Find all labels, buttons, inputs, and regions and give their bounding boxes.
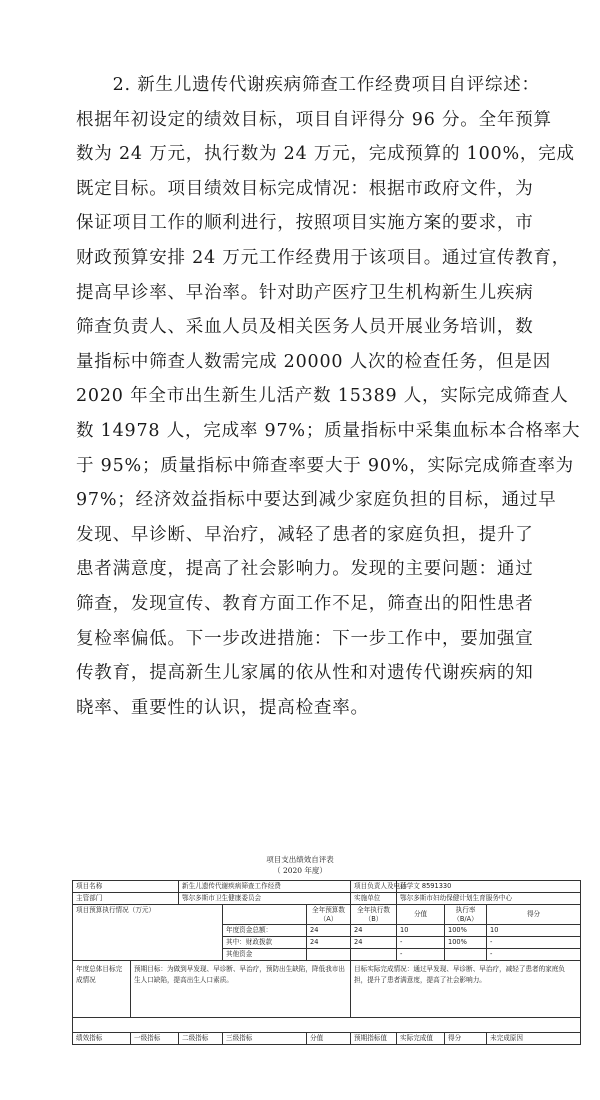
text-line: 患者满意度，提高了社会影响力。发现的主要问题：通过 — [76, 559, 534, 580]
self-evaluation-summary — [76, 68, 581, 725]
budget-row-label: 年度资金总额： — [223, 925, 307, 937]
text-line: 根据年初设定的绩效目标，项目自评得分 96 分。全年预算 — [76, 109, 552, 130]
text-line: 97%；经济效益指标中要达到减少家庭负担的目标，通过早 — [76, 490, 557, 511]
performance-evaluation-table — [72, 880, 581, 1045]
text-line: 筛查，发现宣传、教育方面工作不足，筛查出的阳性患者 — [76, 593, 534, 614]
budget-score: 10 — [487, 925, 581, 937]
text-line: 筛查负责人、采血人员及相关医务人员开展业务培训，数 — [76, 317, 534, 338]
annual-exec-header: 全年执行数（B） — [351, 905, 397, 925]
indicator-header: 未完成原因 — [487, 1033, 581, 1045]
form-title: 项目支出绩效自评表 — [266, 855, 334, 864]
actual-goal: 目标实际完成情况：通过早发现、早诊断、早治疗，减轻了患者的家庭负担，提升了患者满意度，提高了社会影响力。 — [351, 961, 581, 1018]
budget-rate: 100% — [445, 925, 487, 937]
text-line: 传教育，提高新生儿家属的依从性和对遗传代谢疾病的知 — [76, 663, 534, 684]
text-line: 于 95%；质量指标中筛查率要大于 90%，实际完成筛查率为 — [76, 455, 574, 476]
implementer-value: 鄂尔多斯市妇幼保健计划生育服务中心 — [397, 893, 581, 905]
text-line: 既定目标。项目绩效目标完成情况：根据市政府文件，为 — [76, 178, 534, 199]
text-line: 2020 年全市出生新生儿活产数 15389 人，实际完成筛查人 — [76, 386, 569, 407]
budget-weight: 10 — [397, 925, 445, 937]
implementer-label: 实施单位 — [351, 893, 397, 905]
budget-row-label: 其他资金 — [223, 949, 307, 961]
text-line: 量指标中筛查人数需完成 20000 人次的检查任务，但是因 — [76, 351, 551, 372]
project-name-label: 项目名称 — [73, 881, 179, 893]
budget-a: 24 — [307, 937, 351, 949]
text-line: 财政预算安排 24 万元工作经费用于该项目。通过宣传教育， — [76, 247, 571, 268]
manager-label: 项目负责人及电话 — [351, 881, 397, 893]
text-line: 数 14978 人，完成率 97%；质量指标中采集血标本合格率大 — [76, 420, 581, 441]
text-line: 2. 新生儿遗传代谢疾病筛查工作经费项目自评综述： — [76, 75, 540, 95]
project-name: 新生儿遗传代谢疾病筛查工作经费 — [179, 881, 351, 893]
indicator-header: 预期指标值 — [351, 1033, 397, 1045]
annual-budget-header: 全年预算数（A） — [307, 905, 351, 925]
text-line: 发现、早诊断、早治疗，减轻了患者的家庭负担，提升了 — [76, 524, 534, 545]
budget-weight: - — [397, 949, 445, 961]
budget-a — [307, 949, 351, 961]
budget-b: 24 — [351, 937, 397, 949]
budget-b — [351, 949, 397, 961]
planned-goal: 预期目标：为做到早发现、早诊断、早治疗，预防出生缺陷，降低我市出生人口缺陷，提高出生人口素质。 — [131, 961, 351, 1018]
budget-score: - — [487, 937, 581, 949]
indicator-header: 实际完成值 — [397, 1033, 445, 1045]
budget-a: 24 — [307, 925, 351, 937]
indicator-header: 二级指标 — [179, 1033, 223, 1045]
text-line: 数为 24 万元，执行数为 24 万元，完成预算的 100%，完成 — [76, 144, 575, 165]
budget-rate — [445, 949, 487, 961]
indicator-header: 绩效指标 — [73, 1033, 131, 1045]
exec-rate-header: 执行率（B/A） — [445, 905, 487, 925]
budget-weight: - — [397, 937, 445, 949]
text-line: 复检率偏低。下一步改进措施：下一步工作中，要加强宣 — [76, 628, 534, 649]
indicator-header: 分值 — [307, 1033, 351, 1045]
budget-b: 24 — [351, 925, 397, 937]
budget-rate: 100% — [445, 937, 487, 949]
text-line: 保证项目工作的顺利进行，按照项目实施方案的要求，市 — [76, 213, 534, 234]
text-line: 晓率、重要性的认识，提高检查率。 — [76, 697, 369, 718]
score-header: 得分 — [487, 905, 581, 925]
indicator-header: 三级指标 — [223, 1033, 307, 1045]
goals-label: 年度总体目标完成情况 — [73, 961, 131, 1018]
budget-row-label: 其中：财政拨款 — [223, 937, 307, 949]
weight-header: 分值 — [397, 905, 445, 925]
department-label: 主管部门 — [73, 893, 179, 905]
indicator-header: 得分 — [445, 1033, 487, 1045]
text-line: 提高早诊率、早治率。针对助产医疗卫生机构新生儿疾病 — [76, 282, 534, 303]
indicator-header: 一级指标 — [131, 1033, 179, 1045]
manager-value: 孙学文 8591330 — [397, 881, 581, 893]
budget-score: - — [487, 949, 581, 961]
form-year: （ 2020 年度） — [273, 866, 327, 875]
department-value: 鄂尔多斯市卫生健康委员会 — [179, 893, 351, 905]
budget-label: 项目预算执行情况（万元） — [73, 905, 223, 961]
